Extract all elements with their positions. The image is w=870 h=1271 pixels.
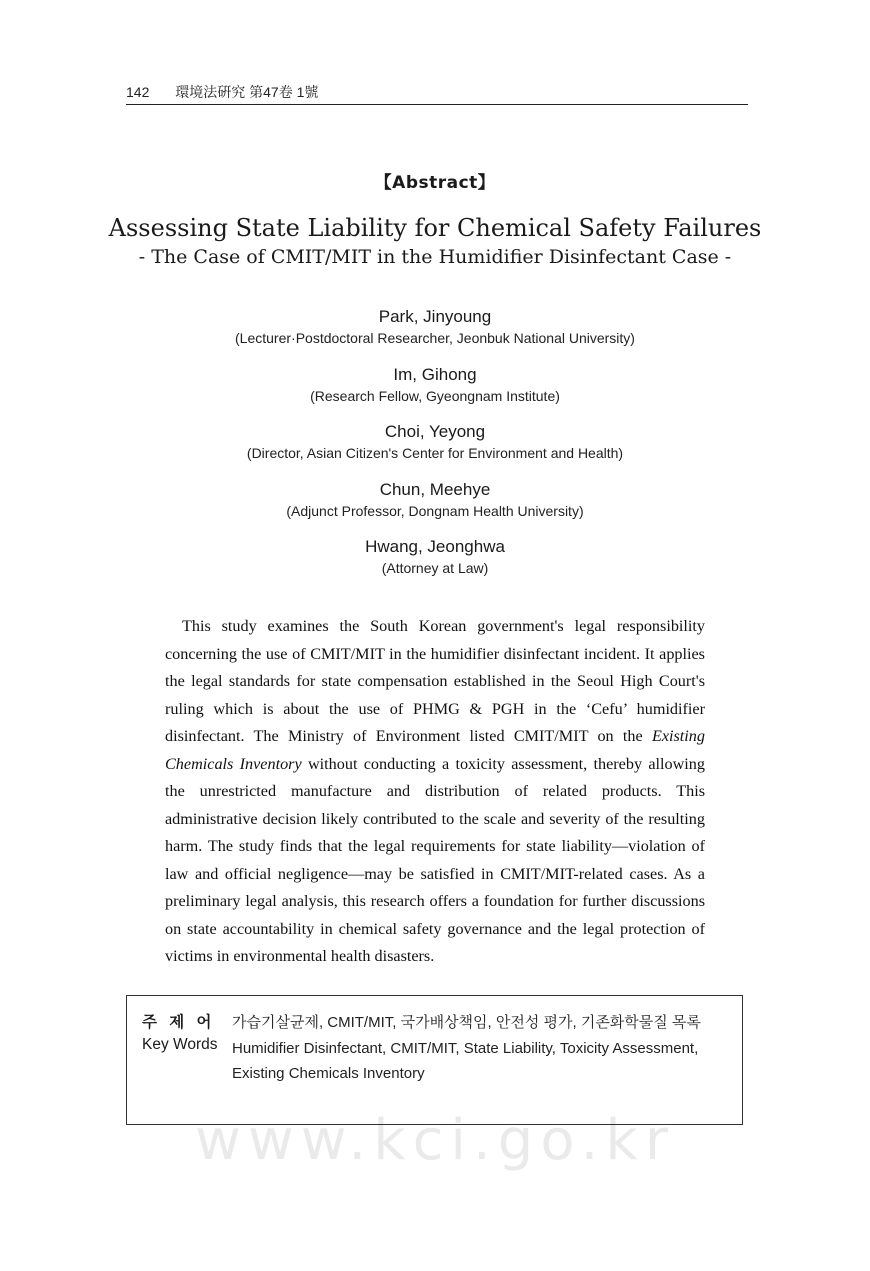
paper-subtitle: - The Case of CMIT/MIT in the Humidifier Disinfectant Case - bbox=[138, 246, 732, 268]
author-name: Choi, Yeyong bbox=[384, 422, 486, 441]
page-number: 142 bbox=[126, 84, 150, 100]
abstract-text-part1: This study examines the South Korean government's legal responsibility concerning the use of CMIT/MIT in the humidifier disinfectant incident. It applies the legal standards for state compensation established in the Seoul High Court's ruling which is about the use of PHMG & PGH in the ‘Cefu’ humidifier disinfectant. The Ministry of Environment listed CMIT/MIT on the bbox=[165, 617, 705, 745]
author-affiliation: (Attorney at Law) bbox=[381, 560, 489, 576]
keywords-label-korean: 주 제 어 bbox=[142, 1014, 216, 1031]
keywords-label-english: Key Words bbox=[142, 1036, 218, 1053]
running-header bbox=[126, 82, 748, 105]
author-block bbox=[0, 536, 870, 594]
author-block bbox=[0, 479, 870, 537]
author-affiliation: (Lecturer·Postdoctoral Researcher, Jeonbuk National University) bbox=[235, 330, 635, 346]
author-block bbox=[0, 364, 870, 422]
author-block bbox=[0, 421, 870, 479]
keywords-text-korean: 가습기살균제, CMIT/MIT, 국가배상책임, 안전성 평가, 기존화학물질 목록 bbox=[232, 1014, 701, 1031]
author-block bbox=[0, 306, 870, 364]
keywords-box bbox=[126, 995, 743, 1125]
paper-title: Assessing State Liability for Chemical Safety Failures bbox=[108, 214, 762, 242]
author-name: Im, Gihong bbox=[393, 364, 477, 384]
author-name: Chun, Meehye bbox=[379, 479, 491, 499]
author-name: Park, Jinyoung bbox=[378, 307, 492, 326]
author-list bbox=[0, 306, 870, 594]
abstract-text-part2: without conducting a toxicity assessment, thereby allowing the unrestricted manufacture and distribution of related products. This administrative decision likely contributed to the scale and severity of the resulting harm. The study finds that the legal requirements for state liability—violation of law and official negligence—may be satisfied in CMIT/MIT-related cases. As a preliminary legal analysis, this research offers a foundation for further discussions on state accountability in chemical safety governance and the legal protection of victims in environmental health disasters. bbox=[165, 754, 705, 965]
abstract-heading: 【Abstract】 bbox=[374, 173, 496, 193]
author-name: Hwang, Jeonghwa bbox=[365, 537, 505, 556]
watermark: www.kci.go.kr bbox=[195, 1108, 675, 1173]
author-affiliation: (Director, Asian Citizen's Center for Environment and Health) bbox=[246, 445, 624, 461]
author-affiliation: (Research Fellow, Gyeongnam Institute) bbox=[310, 387, 560, 404]
author-affiliation: (Adjunct Professor, Dongnam Health University) bbox=[286, 502, 584, 519]
abstract-italic-term: Existing Chemicals Inventory bbox=[165, 727, 705, 773]
abstract-body bbox=[165, 613, 705, 971]
keywords-text-english: Humidifier Disinfectant, CMIT/MIT, State Liability, Toxicity Assessment, Existing Chemicals Inventory bbox=[232, 1040, 699, 1082]
journal-title: 環境法硏究 第47卷 1號 bbox=[175, 84, 319, 100]
